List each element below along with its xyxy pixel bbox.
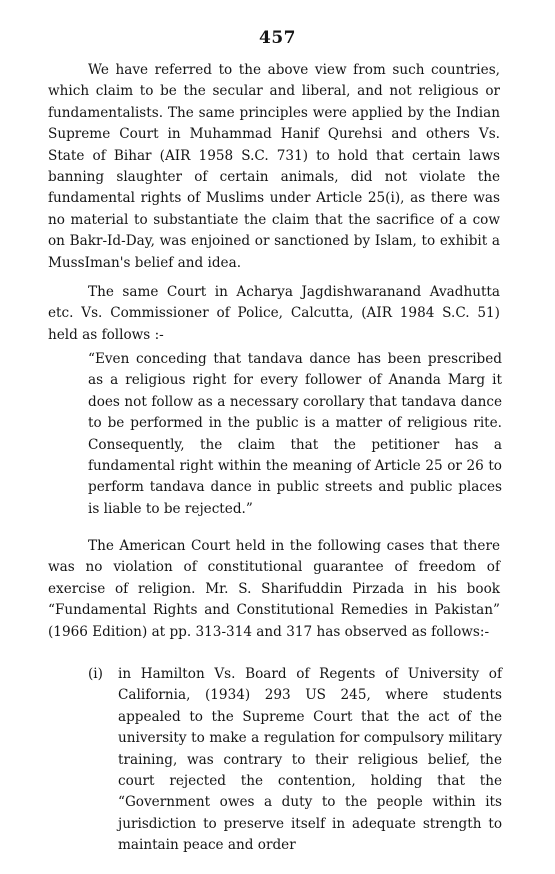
block-quote: “Even conceding that tandava dance has been prescribed as a religious right for every follower of Ananda Marg it does not follow as a necessary corollary that tandava dance to be performed in the public is a matter of religious rite. Consequently, the claim that the petitioner has a fundamental right within the meaning of Article 25 or 26 to perform tandava dance in public streets and public places is liable to be rejected.”	[88, 351, 502, 517]
body-paragraph: The American Court held in the following cases that there was no violation of constitutional guarantee of freedom of exercise of religion. Mr. S. Sharifuddin Pirzada in his book “Fundamental Rights and Constitutional Remedies in Pakistan” (1966 Edition) at pp. 313-314 and 317 has observed as follows:-	[48, 538, 500, 640]
body-paragraph: The same Court in Acharya Jagdishwaranand Avadhutta etc. Vs. Commissioner of Police, Calcutta, (AIR 1984 S.C. 51) held as follows :-	[48, 284, 500, 343]
list-item-text: in Hamilton Vs. Board of Regents of University of California, (1934) 293 US 245, where students appealed to the Supreme Court that the act of the university to make a regulation for compulsory military training, was contrary to their religious belief, the court rejected the contention, holding that the “Government owes a duty to the people within its jurisdiction to preserve itself in adequate strength to maintain peace and order	[118, 666, 502, 854]
list-item	[88, 664, 502, 857]
page-number: 457	[259, 28, 296, 48]
list-marker: (i)	[88, 666, 103, 682]
body-paragraph: We have referred to the above view from such countries, which claim to be the secular and liberal, and not religious or fundamentalists. The same principles were applied by the Indian Supreme Court in Muhammad Hanif Qurehsi and others Vs. State of Bihar (AIR 1958 S.C. 731) to hold that certain laws banning slaughter of certain animals, did not violate the fundamental rights of Muslims under Article 25(i), as there was no material to substantiate the claim that the sacrifice of a cow on Bakr-Id-Day, was enjoined or sanctioned by Islam, to exhibit a MussIman's belief and idea.	[48, 62, 500, 271]
